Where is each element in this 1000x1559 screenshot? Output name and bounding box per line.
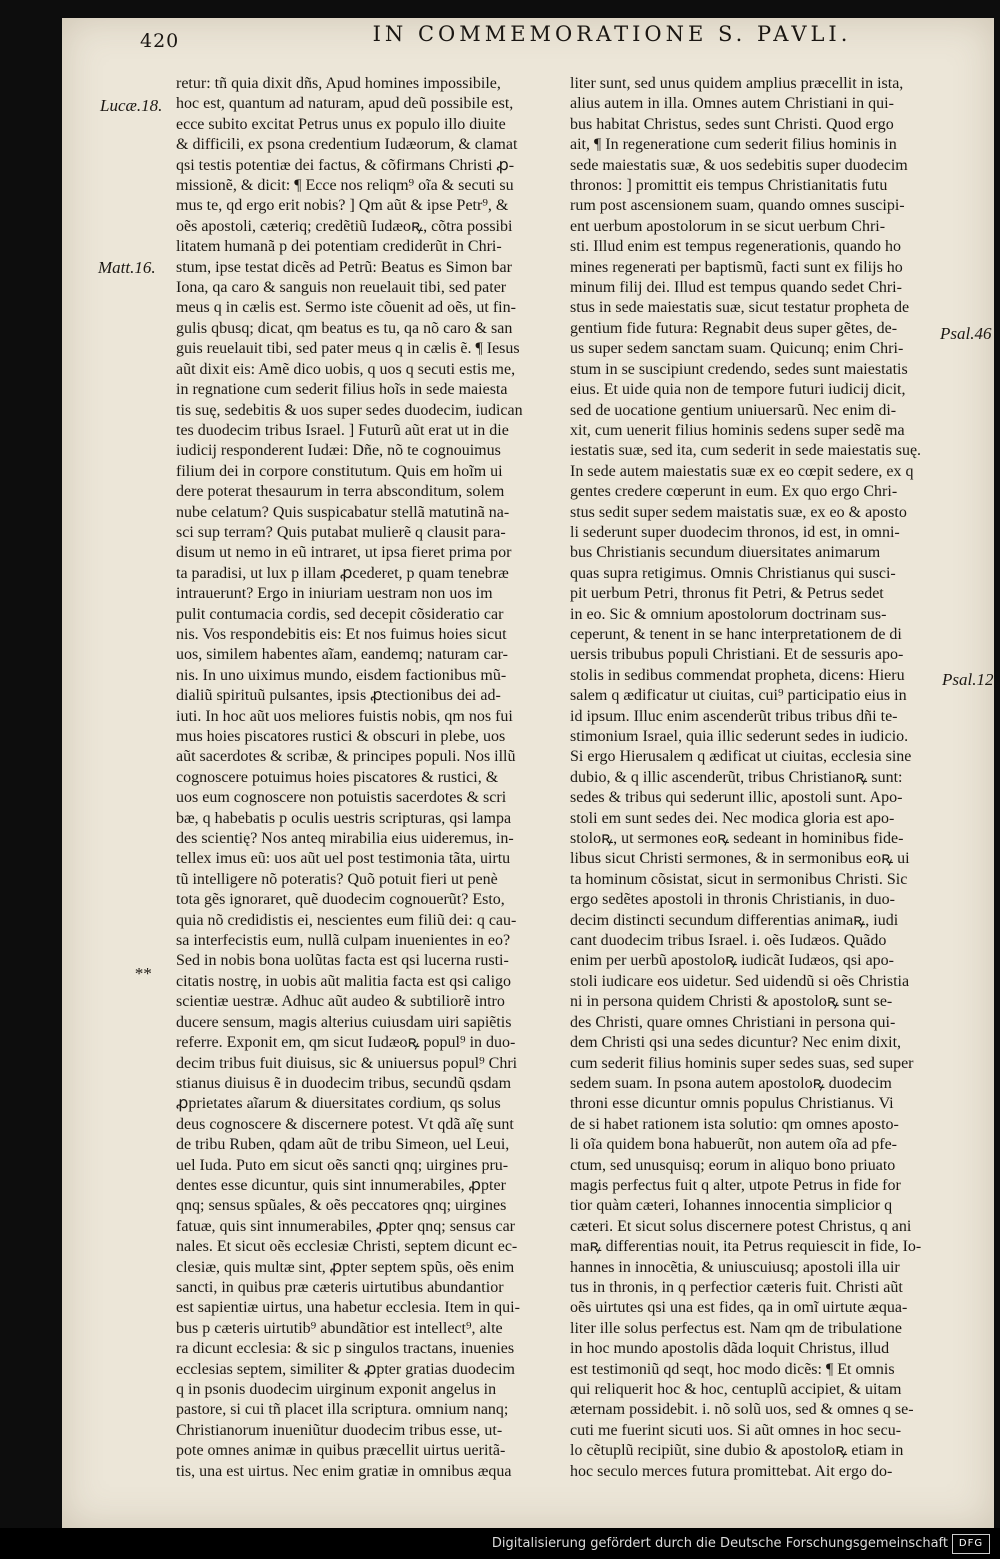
- text-line: dem Christi qsi una sedes dicuntur? Nec enim dixit,: [570, 1034, 902, 1052]
- text-line: xit, cum uenerit filius hominis sedens super sedẽ ma: [570, 421, 905, 439]
- digitization-footer: [0, 1528, 1000, 1559]
- text-line: id ipsum. Illuc enim ascenderũt tribus tribus dñi te-: [570, 707, 898, 725]
- text-line: retur: tñ quia dixit dñs, Apud homines impossibile,: [176, 75, 501, 92]
- text-line: magis perfectus fuit q alter, utpote Petrus in fide for: [570, 1176, 901, 1194]
- text-line: Iona, qa caro & sanguis non reuelauit tibi, sed pater: [176, 279, 507, 297]
- text-line: sede maiestatis suæ, & uos sedebitis super duodecim: [570, 156, 908, 174]
- text-line: tus in thronis, in q perfectior cæteris fuit. Christi aũt: [570, 1278, 903, 1296]
- text-line: gulis qbusq; dicat, qm beatus es tu, qa nõ caro & san: [176, 319, 513, 337]
- text-line: meus q in cælis est. Sermo iste cõuenit ad oẽs, ut fin-: [176, 299, 516, 317]
- page-number: 420: [140, 30, 180, 52]
- margin-note-luc: Lucæ.18.: [100, 96, 163, 115]
- text-line: pote omnes animæ in quibus præcellit uirtus ueritã-: [176, 1442, 506, 1460]
- text-line: missionẽ, & dicit: ¶ Ecce nos reliqm⁹ oĩa & secuti su: [176, 177, 514, 195]
- text-line: lo cẽtuplũ recipiũt, sine dubio & apostoloꝶ etiam in: [570, 1442, 904, 1460]
- text-line: dubio, & q illic ascenderũt, tribus Christianoꝶ sunt:: [570, 768, 903, 786]
- text-line: oẽs uirtutes qsi una est fides, qa in omĩ uirtute æqua-: [570, 1299, 908, 1317]
- text-line: deus cognoscere & discernere potest. Vt qdã aĩę sunt: [176, 1115, 514, 1133]
- text-line: sedes & tribus qui sederunt illic, apostoli sunt. Apo-: [570, 789, 903, 807]
- text-line: uel Iuda. Puto em sicut oẽs sancti qnq; uirgines pru-: [176, 1156, 509, 1174]
- text-line: bus p cæteris uirtutib⁹ abundãtior est intellect⁹, alte: [176, 1319, 503, 1337]
- margin-note-asterisk: **: [134, 964, 151, 983]
- text-line: ta hominum cõsistat, sicut in sermonibus Christi. Sic: [570, 870, 908, 888]
- text-line: cognoscere potuimus hoies piscatores & rustici, &: [176, 768, 499, 786]
- text-line: ait, ¶ In regeneratione cum sederit filius hominis in: [570, 136, 897, 154]
- text-line: Si ergo Hierusalem q ædificat ut ciuitas, ecclesia sine: [570, 748, 912, 766]
- text-line: Christianorum inueniũtur duodecim tribus esse, ut-: [176, 1421, 503, 1439]
- text-line: bus Christianis secundum diuersitates animarum: [570, 544, 881, 562]
- text-line: dialiũ spirituũ pulsantes, ipsis ꝓtectionibus dei ad-: [176, 687, 501, 705]
- text-line: stus sedit super sedem maistatis suæ, ex eo & aposto: [570, 503, 907, 521]
- text-line: gentium fide futura: Regnabit deus super gẽtes, de-: [570, 319, 898, 337]
- text-line: tes duodecim tribus Israel. ] Futurũ aũt erat ut in die: [176, 421, 509, 439]
- text-line: tũ intelligere nõ poteratis? Quõ potuit fieri ut penè: [176, 870, 498, 888]
- text-line: iestatis suæ, sed ita, cum sederit in sede maiestatis suę.: [570, 442, 922, 460]
- text-line: est testimoniũ qd seqt, hoc modo dicẽs: ¶ Et omnis: [570, 1360, 895, 1378]
- text-line: hannes in innocẽtia, & uniuscuiusq; apostoli illa uir: [570, 1258, 900, 1276]
- text-line: ecclesias septem, similiter & ꝓpter gratias duodecim: [176, 1360, 515, 1378]
- running-head: IN COMMEMORATIONE S. PAVLI.: [372, 22, 852, 46]
- text-line: bæ, q habebatis p oculis uestris scripturas, qsi lampa: [176, 809, 512, 827]
- text-line: de si habet rationem ista solutio: qm omnes aposto-: [570, 1115, 899, 1133]
- text-line: sti. Illud enim est tempus regenerationis, quando ho: [570, 238, 902, 256]
- text-line: decim tribus fuit diuisus, sic & uniuersus popul⁹ Chri: [176, 1054, 518, 1072]
- text-line: ergo sedẽtes apostoli in thronis Christianis, in duo-: [570, 891, 896, 909]
- text-line: guis reuelauit tibi, sed pater meus q in cælis ẽ. ¶ Iesus: [176, 340, 520, 358]
- text-line: ctum, sed unusquisq; eorum in aliquo bono priuato: [570, 1156, 896, 1174]
- text-line: nales. Et sicut oẽs ecclesiæ Christi, septem dicunt ec-: [176, 1238, 518, 1256]
- text-line: liter sunt, sed unus quidem amplius præcellit in ista,: [570, 75, 904, 92]
- text-line: litatem humanã p dei potentiam crediderũt in Chri-: [176, 238, 502, 256]
- text-line: mus hoies piscatores rustici & obscuri in plebe, uos: [176, 728, 506, 745]
- text-line: cæteri. Et sicut solus discernere potest Christus, q ani: [570, 1217, 912, 1235]
- text-line: tis, una est uirtus. Nec enim gratiæ in omnibus æqua: [176, 1462, 512, 1480]
- text-line: cant duodecim tribus Israel. i. oẽs Iudæos. Quãdo: [570, 932, 887, 950]
- text-line: referre. Exponit em, qm sicut Iudæoꝶ popul⁹ in duo-: [176, 1034, 516, 1052]
- text-line: qui reliquerit hoc & hoc, centuplũ accipiet, & uitam: [570, 1381, 902, 1398]
- text-line: cum sederit filius hominis super sedes suas, sed super: [570, 1054, 914, 1072]
- text-line: aũt sacerdotes & scribæ, & principes populi. Nos illũ: [176, 748, 516, 766]
- text-line: fatuæ, quis sint innumerabiles, ꝓpter qnq; sensus car: [176, 1217, 515, 1235]
- text-line: uersis tribubus populi Christiani. Et de sessuris apo-: [570, 646, 904, 664]
- text-line: stianus diuisus ẽ in duodecim tribus, secundũ qsdam: [176, 1074, 512, 1092]
- text-line: cuti me fuerint sicuti uos. Si aũt omnes in hoc secu-: [570, 1421, 902, 1439]
- text-line: des Christi, quare omnes Christiani in persona qui-: [570, 1013, 896, 1031]
- text-line: tis suę, sedebitis & uos super sedes duodecim, iudican: [176, 401, 523, 419]
- text-line: ta paradisi, ut lux p illam ꝓcederet, p quam tenebræ: [176, 564, 509, 582]
- text-line: us super sedem sanctam suam. Quicunq; enim Chri-: [570, 340, 904, 358]
- text-line: hoc seculo merces futura promittebat. Ait ergo do-: [570, 1462, 893, 1480]
- text-line: dentes esse dicuntur, quis sint innumerabiles, ꝓpter: [176, 1176, 506, 1194]
- text-line: stus in sede maiestatis suæ, sicut testatur propheta de: [570, 299, 910, 317]
- text-line: maꝶ differentias nouit, ita Petrus requiescit in fide, Io-: [570, 1238, 922, 1256]
- text-line: stoli iudicare eos uidetur. Sed uidendũ si oẽs Christia: [570, 972, 910, 990]
- text-line: sed de uocatione gentium uniuersarũ. Nec enim di-: [570, 401, 897, 419]
- text-line: ni in persona quidem Christi & apostoloꝶ sunt se-: [570, 993, 893, 1011]
- text-line: oẽs apostoli, cæteriq; credẽtiũ Iudæoꝶ, cõtra possibi: [176, 217, 513, 235]
- funding-notice: Digitalisierung gefördert durch die Deutsche Forschungsgemeinschaft: [491, 1536, 948, 1551]
- text-line: liter ille solus perfectus est. Nam qm de tribulatione: [570, 1319, 902, 1337]
- text-line: mines regenerati per baptismũ, facti sunt ex filijs ho: [570, 258, 903, 276]
- text-line: gentes credere cœperunt in eum. Ex quo ergo Chri-: [570, 483, 898, 501]
- text-line: de tribu Ruben, qdam aũt de tribu Simeon, uel Leui,: [176, 1136, 510, 1154]
- text-line: citatis nostrę, in uobis aũt malitia facta est qsi caligo: [176, 972, 512, 990]
- text-line: in hoc mundo apostolis dãda loquit Christus, illud: [570, 1340, 890, 1358]
- text-line: ceperunt, & tenent in se hanc interpretationem de di: [570, 625, 902, 643]
- text-line: qnq; sensus spũales, & oẽs peccatores qnq; uirgines: [176, 1197, 507, 1215]
- text-line: rum post ascensionem suam, quando omnes suscipi-: [570, 197, 905, 215]
- text-line: ecce subito excitat Petrus unus ex populo illo diuite: [176, 115, 506, 133]
- text-line: salem q ædificatur ut ciuitas, cui⁹ participatio eius in: [570, 687, 907, 705]
- margin-note-psal12: Psal.12: [942, 670, 994, 689]
- margin-note-psal46: Psal.46: [940, 324, 992, 343]
- text-line: nube celatum? Quis suspicabatur stellã matutinã na-: [176, 503, 510, 521]
- text-line: qsi testis potentiæ dei factus, & cõfirmans Christi ꝓ-: [176, 156, 515, 174]
- text-line: quia nõ credidistis ei, nescientes eum filiũ dei: q cau-: [176, 911, 517, 929]
- left-text-column: [176, 74, 552, 1482]
- text-line: disum ut nemo in eũ intraret, ut ipsa fieret prima por: [176, 544, 512, 562]
- text-line: sedem suam. In psona autem apostoloꝶ duodecim: [570, 1074, 892, 1092]
- text-line: throni esse dicuntur omnis populus Christianus. Vi: [570, 1095, 894, 1113]
- dfg-logo: DFG: [952, 1534, 990, 1554]
- right-text-column: [570, 74, 938, 1482]
- text-line: filium dei in corpore constitutum. Quis em hoĩm ui: [176, 462, 503, 480]
- text-line: des scientię? Nos anteq mirabilia eius uideremus, in-: [176, 830, 514, 848]
- text-line: ꝓprietates aĩarum & diuersitates cordium, qs solus: [176, 1095, 501, 1113]
- text-line: enim per uerbũ apostoloꝶ iudicãt Iudæos, qsi apo-: [570, 952, 895, 970]
- text-line: ducere sensum, magis alterius cuiusdam uiri sapiẽtis: [176, 1013, 512, 1031]
- text-line: æternam possidebit. i. nõ solũ uos, sed & omnes q se-: [570, 1401, 914, 1419]
- text-line: scientiæ uestræ. Adhuc aũt audeo & subtiliorẽ intro: [176, 993, 505, 1011]
- text-line: pulit contumacia cordis, sed decepit cõsideratio car: [176, 605, 504, 623]
- text-line: stum in se suscipiunt credendo, sedes sunt maiestatis: [570, 360, 908, 378]
- text-line: eius. Et uide quia non de tempore futuri iudicij dicit,: [570, 381, 906, 399]
- text-line: li oĩa quidem bona habuerũt, non autem oĩa ad pfe-: [570, 1136, 898, 1154]
- text-line: tior quàm cæteri, Iohannes innocentia simplicior q: [570, 1197, 893, 1215]
- text-line: alius autem in illa. Omnes autem Christiani in qui-: [570, 95, 894, 113]
- text-line: sa interfecistis eum, nullã culpam inuenientes in eo?: [176, 932, 511, 950]
- text-line: stum, ipse testat dicẽs ad Petrũ: Beatus es Simon bar: [176, 258, 512, 276]
- text-line: q in psonis duodecim uirginum exponit angelus in: [176, 1381, 497, 1398]
- text-line: pit uerbum Petri, thronus fit Petri, & Petrus sedet: [570, 585, 884, 603]
- text-line: in eo. Sic & omnium apostolorum doctrinam sus-: [570, 605, 887, 623]
- text-line: minum filij dei. Illud est tempus quando sedet Chri-: [570, 279, 902, 297]
- text-line: intrauerunt? Ergo in iniuriam uestram non uos im: [176, 585, 493, 603]
- text-line: hoc est, quantum ad naturam, apud deũ possibile est,: [176, 95, 514, 113]
- text-line: sci sup terram? Quis putabat mulierẽ q clausit para-: [176, 523, 506, 541]
- text-line: libus sicut Christi sermones, & in sermonibus eoꝶ ui: [570, 850, 910, 868]
- text-line: sancti, in quibus præ cæteris uirtutibus abundantior: [176, 1278, 504, 1296]
- text-line: mus te, qd ergo erit nobis? ] Qm aũt & ipse Petr⁹, &: [176, 197, 509, 215]
- text-line: dere poterat thesaurum in terra absconditum, solem: [176, 483, 505, 501]
- text-line: ra dicunt ecclesia: & sic p singulos tractans, inuenies: [176, 1340, 515, 1358]
- text-line: stolis in sedibus commendat propheta, dicens: Hieru: [570, 666, 905, 684]
- margin-note-matt: Matt.16.: [98, 258, 156, 277]
- text-line: est sapientiæ uirtus, una habetur ecclesia. Item in qui-: [176, 1299, 520, 1317]
- text-line: iuti. In hoc aũt uos meliores fuistis nobis, qm nos fui: [176, 707, 513, 725]
- text-line: uos, similem habentes aĩam, eandemq; naturam car-: [176, 646, 509, 664]
- text-line: & difficili, ex psona credentium Iudæorum, & clamat: [176, 136, 518, 154]
- text-line: clesiæ, quis multæ sint, ꝓpter septem spũs, oẽs enim: [176, 1258, 515, 1276]
- text-line: stoli em sunt sedes dei. Nec modica gloria est apo-: [570, 809, 895, 827]
- text-line: uos eum cognoscere non potuistis sacerdotes & scri: [176, 789, 507, 807]
- text-line: iudicij responderent Iudæi: Dñe, nõ te cognouimus: [176, 442, 501, 460]
- text-line: li sederunt super duodecim thronos, id est, in omni-: [570, 523, 900, 541]
- text-line: thronos: ] promittit eis tempus Christianitatis futu: [570, 177, 888, 195]
- text-line: tota gẽs ignoraret, quẽ duodecim cognouerũt? Esto,: [176, 891, 505, 909]
- text-line: decim distincti secundum differentias animaꝶ, iudi: [570, 911, 899, 929]
- text-line: ent uerbum apostolorum in se sicut uerbum Chri-: [570, 217, 886, 235]
- text-line: nis. In uno uiximus mundo, eisdem factionibus mũ-: [176, 666, 507, 684]
- text-line: in regnatione cum sederit filius hoĩs in sede maiesta: [176, 381, 508, 399]
- text-line: quas supra retigimus. Omnis Christianus qui susci-: [570, 564, 896, 582]
- text-line: tellex imus eũ: uos aũt uel post testimonia tãta, uirtu: [176, 850, 511, 868]
- text-line: stoloꝶ, ut sermones eoꝶ sedeant in hominibus fide-: [570, 830, 904, 848]
- text-line: aũt dixit eis: Amẽ dico uobis, q uos q secuti estis me,: [176, 360, 516, 378]
- text-line: In sede autem maiestatis suæ ex eo cœpit sedere, ex q: [570, 462, 914, 480]
- book-page: [62, 18, 994, 1528]
- text-line: Sed in nobis bona uolũtas facta est qsi lucerna rusti-: [176, 952, 509, 970]
- text-line: stimonium Israel, quia illic sederunt sedes in iudicio.: [570, 728, 909, 745]
- text-line: nis. Vos respondebitis eis: Et nos fuimus hoies sicut: [176, 625, 507, 643]
- text-line: pastore, si cui tñ placet illa scriptura. omnium nanq;: [176, 1401, 509, 1419]
- text-line: bus habitat Christus, sedes sunt Christi. Quod ergo: [570, 115, 894, 133]
